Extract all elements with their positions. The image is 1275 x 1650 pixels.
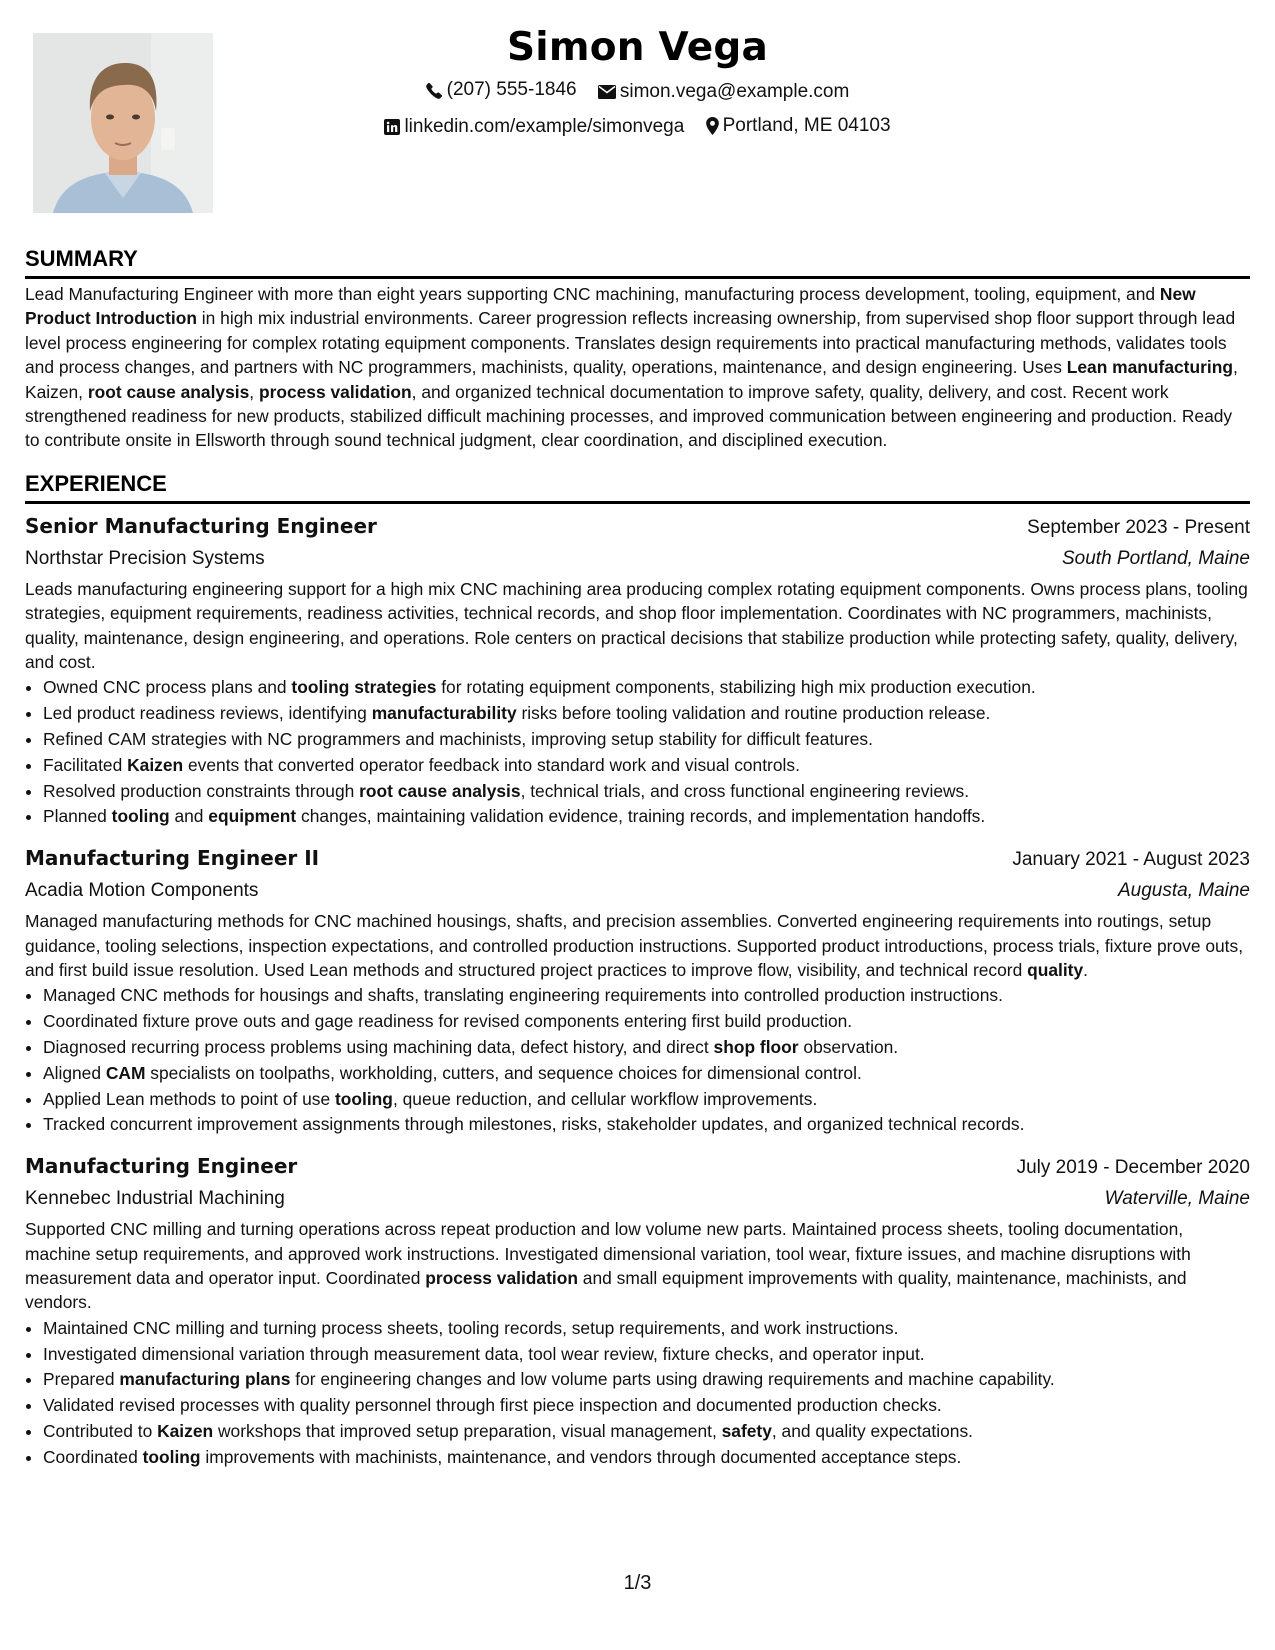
text-run: Planned bbox=[43, 806, 112, 827]
job-title: Manufacturing Engineer bbox=[25, 1154, 298, 1179]
bullet-item bbox=[43, 983, 1250, 1009]
text-run: Resolved production constraints through bbox=[43, 780, 360, 801]
job-company-row bbox=[25, 544, 1250, 574]
resume-body bbox=[25, 244, 1250, 1471]
text-run: Refined CAM strategies with NC programmers and machinists, improving setup stability for difficult features. bbox=[43, 729, 873, 750]
text-run: , queue reduction, and cellular workflow improvements. bbox=[392, 1088, 818, 1109]
job-description bbox=[25, 577, 1250, 675]
bullet-item bbox=[43, 1035, 1250, 1061]
bold-keyword: process validation bbox=[425, 1268, 578, 1289]
bullet-item bbox=[43, 701, 1250, 727]
page-number: 1/3 bbox=[623, 1572, 652, 1594]
job-dates: July 2019 - December 2020 bbox=[1016, 1157, 1250, 1179]
contact-phone bbox=[426, 74, 577, 106]
text-run: for engineering changes and low volume parts using drawing requirements and machine capability. bbox=[290, 1369, 1055, 1390]
text-run: changes, maintaining validation evidence, training records, and implementation handoffs. bbox=[296, 806, 986, 827]
bullet-item bbox=[43, 804, 1250, 830]
experience-heading: EXPERIENCE bbox=[25, 469, 1250, 504]
job-header-row bbox=[25, 842, 1250, 876]
bold-keyword: quality bbox=[1027, 960, 1084, 981]
bold-keyword: manufacturability bbox=[371, 703, 517, 724]
bullet-item bbox=[43, 1009, 1250, 1035]
bullet-item bbox=[43, 753, 1250, 779]
job-bullets bbox=[25, 1316, 1250, 1471]
bullet-item bbox=[43, 1445, 1250, 1471]
text-run: Coordinated fixture prove outs and gage readiness for revised components entering first build production. bbox=[43, 1011, 853, 1032]
bold-keyword: tooling bbox=[142, 1446, 201, 1467]
text-run: , and organized technical documentation to improve safety, quality, delivery, and cost. Recent work strengthened readiness for new products, stabilized difficult machining processes, and improved communication between engineering and production. Ready to contribute onsite in Ellsworth through sound technical judgment, clear coordination, and disciplined execution. bbox=[25, 381, 1233, 451]
bullet-item bbox=[43, 1316, 1250, 1342]
text-run: Lead Manufacturing Engineer with more than eight years supporting CNC machining, manufacturing process development, tooling, equipment, and bbox=[25, 284, 1160, 304]
job-dates: September 2023 - Present bbox=[1027, 516, 1250, 538]
text-run: Facilitated bbox=[43, 754, 128, 775]
text-run: Owned CNC process plans and bbox=[43, 677, 292, 698]
bold-keyword: CAM bbox=[105, 1062, 146, 1083]
bullet-item bbox=[43, 727, 1250, 753]
job-location: Waterville, Maine bbox=[1104, 1188, 1250, 1210]
phone-icon bbox=[426, 82, 443, 99]
bold-keyword: Kaizen bbox=[157, 1421, 214, 1442]
location-text: Portland, ME 04103 bbox=[722, 114, 891, 136]
job-entry bbox=[25, 510, 1250, 830]
bold-keyword: manufacturing plans bbox=[119, 1369, 291, 1390]
job-company-row bbox=[25, 1184, 1250, 1214]
bold-keyword: Kaizen bbox=[127, 754, 184, 775]
bullet-item bbox=[43, 1367, 1250, 1393]
resume-header bbox=[0, 22, 1275, 146]
bold-keyword: Lean manufacturing bbox=[1066, 357, 1233, 378]
text-run: Tracked concurrent improvement assignments through milestones, risks, stakeholder updates, and organized technical records. bbox=[43, 1114, 1025, 1135]
job-location: Augusta, Maine bbox=[1117, 880, 1250, 902]
bullet-item bbox=[43, 1112, 1250, 1138]
email-address: simon.vega@example.com bbox=[619, 80, 850, 102]
text-run: for rotating equipment components, stabilizing high mix production execution. bbox=[436, 677, 1036, 698]
bold-keyword: root cause analysis bbox=[87, 381, 250, 402]
text-run: Managed manufacturing methods for CNC machined housings, shafts, and precision assemblies. Converted engineering requirements into routings, setup guidance, tooling selections, inspection expectations, and controlled production instructions. Supported product introductions, process trials, fixture prove outs, and first build issue resolution. Used Lean methods and structured project practices to improve flow, visibility, and technical record bbox=[25, 911, 1244, 981]
map-pin-icon bbox=[706, 117, 719, 135]
text-run: specialists on toolpaths, workholding, cutters, and sequence choices for dimensional control. bbox=[145, 1062, 862, 1083]
text-run: , bbox=[249, 381, 259, 402]
company-name: Acadia Motion Components bbox=[25, 880, 259, 902]
summary-heading: SUMMARY bbox=[25, 244, 1250, 279]
text-run: events that converted operator feedback into standard work and visual controls. bbox=[183, 754, 800, 775]
text-run: Maintained CNC milling and turning process sheets, tooling records, setup requirements, and work instructions. bbox=[43, 1317, 899, 1338]
job-dates: January 2021 - August 2023 bbox=[1012, 849, 1250, 871]
job-bullets bbox=[25, 983, 1250, 1138]
bold-keyword: tooling bbox=[334, 1088, 393, 1109]
bold-keyword: tooling bbox=[111, 806, 170, 827]
job-company-row bbox=[25, 876, 1250, 906]
candidate-name: Simon Vega bbox=[507, 25, 768, 70]
text-run: Investigated dimensional variation through measurement data, tool wear review, fixture checks, and operator input. bbox=[43, 1343, 925, 1364]
text-run: Aligned bbox=[43, 1062, 106, 1083]
contact-linkedin bbox=[384, 111, 684, 143]
job-location: South Portland, Maine bbox=[1061, 547, 1250, 569]
bold-keyword: New Product Introduction bbox=[25, 284, 1196, 329]
bold-keyword: equipment bbox=[208, 806, 297, 827]
envelope-icon bbox=[598, 85, 616, 99]
bullet-item bbox=[43, 779, 1250, 805]
text-run: improvements with machinists, maintenance, and vendors through documented acceptance steps. bbox=[200, 1446, 962, 1467]
bold-keyword: tooling strategies bbox=[291, 677, 437, 698]
text-run: observation. bbox=[798, 1037, 899, 1058]
text-run: and small equipment improvements with quality, maintenance, machinists, and vendors. bbox=[25, 1268, 1187, 1313]
text-run: Leads manufacturing engineering support for a high mix CNC machining area producing complex rotating equipment components. Owns process plans, tooling strategies, equipment requirements, readiness activities, technical records, and shop floor implementation. Coordinates with NC programmers, machinists, quality, maintenance, design engineering, and operations. Role centers on practical decisions that stabilize production while protecting safety, quality, delivery, and cost. bbox=[25, 578, 1248, 673]
bold-keyword: safety bbox=[721, 1421, 772, 1442]
bullet-item bbox=[43, 675, 1250, 701]
bullet-item bbox=[43, 1061, 1250, 1087]
job-title: Manufacturing Engineer II bbox=[25, 846, 320, 871]
text-run: , and quality expectations. bbox=[771, 1421, 973, 1442]
text-run: Led product readiness reviews, identifying bbox=[43, 703, 372, 724]
bullet-item bbox=[43, 1419, 1250, 1445]
text-run: Contributed to bbox=[43, 1421, 158, 1442]
text-run: workshops that improved setup preparation, visual management, bbox=[213, 1421, 722, 1442]
contact-location bbox=[706, 110, 891, 142]
job-description bbox=[25, 1217, 1250, 1315]
summary-section bbox=[25, 244, 1250, 453]
company-name: Kennebec Industrial Machining bbox=[25, 1188, 285, 1210]
linkedin-url: linkedin.com/example/simonvega bbox=[404, 115, 685, 137]
text-run: and bbox=[169, 806, 209, 827]
text-run: , technical trials, and cross functional engineering reviews. bbox=[520, 780, 970, 801]
bold-keyword: process validation bbox=[258, 381, 412, 402]
bullet-item bbox=[43, 1087, 1250, 1113]
text-run: . bbox=[1083, 960, 1088, 981]
job-entry bbox=[25, 1150, 1250, 1470]
text-run: Prepared bbox=[43, 1369, 120, 1390]
phone-number: (207) 555-1846 bbox=[446, 79, 577, 100]
text-run: Coordinated bbox=[43, 1446, 143, 1467]
bold-keyword: shop floor bbox=[713, 1037, 799, 1058]
text-run: risks before tooling validation and routine production release. bbox=[516, 703, 991, 724]
bold-keyword: root cause analysis bbox=[359, 780, 521, 801]
text-run: Diagnosed recurring process problems using machining data, defect history, and direct bbox=[43, 1037, 714, 1058]
job-description bbox=[25, 909, 1250, 982]
job-entry bbox=[25, 842, 1250, 1138]
text-run: Managed CNC methods for housings and shafts, translating engineering requirements into controlled production instructions. bbox=[43, 985, 1003, 1006]
job-header-row bbox=[25, 1150, 1250, 1184]
text-run: Applied Lean methods to point of use bbox=[43, 1088, 335, 1109]
contact-line-1 bbox=[0, 74, 1275, 110]
text-run: Supported CNC milling and turning operations across repeat production and low volume new parts. Maintained process sheets, tooling documentation, machine setup requirements, and approved work instructions. Investigated dimensional variation, tool wear, fixture issues, and machine disruptions with measurement data and operator input. Coordinated bbox=[25, 1219, 1191, 1289]
contact-email bbox=[598, 76, 849, 108]
summary-text bbox=[25, 282, 1250, 453]
experience-section bbox=[25, 469, 1250, 1471]
contact-line-2 bbox=[0, 110, 1275, 146]
text-run: , Kaizen, bbox=[25, 357, 1238, 402]
job-header-row bbox=[25, 510, 1250, 544]
job-bullets bbox=[25, 675, 1250, 830]
job-title: Senior Manufacturing Engineer bbox=[25, 513, 377, 538]
linkedin-icon bbox=[384, 119, 400, 135]
bullet-item bbox=[43, 1342, 1250, 1368]
text-run: Validated revised processes with quality personnel through first piece inspection and documented production checks. bbox=[43, 1395, 942, 1416]
company-name: Northstar Precision Systems bbox=[25, 547, 265, 569]
text-run: in high mix industrial environments. Career progression reflects increasing ownership, from supervised shop floor support through lead level process engineering for complex rotating equipment components. Translates design requirements into practical manufacturing methods, validates tools and process changes, and partners with NC programmers, machinists, quality, operations, maintenance, and design engineering. Uses bbox=[25, 308, 1236, 378]
bullet-item bbox=[43, 1393, 1250, 1419]
